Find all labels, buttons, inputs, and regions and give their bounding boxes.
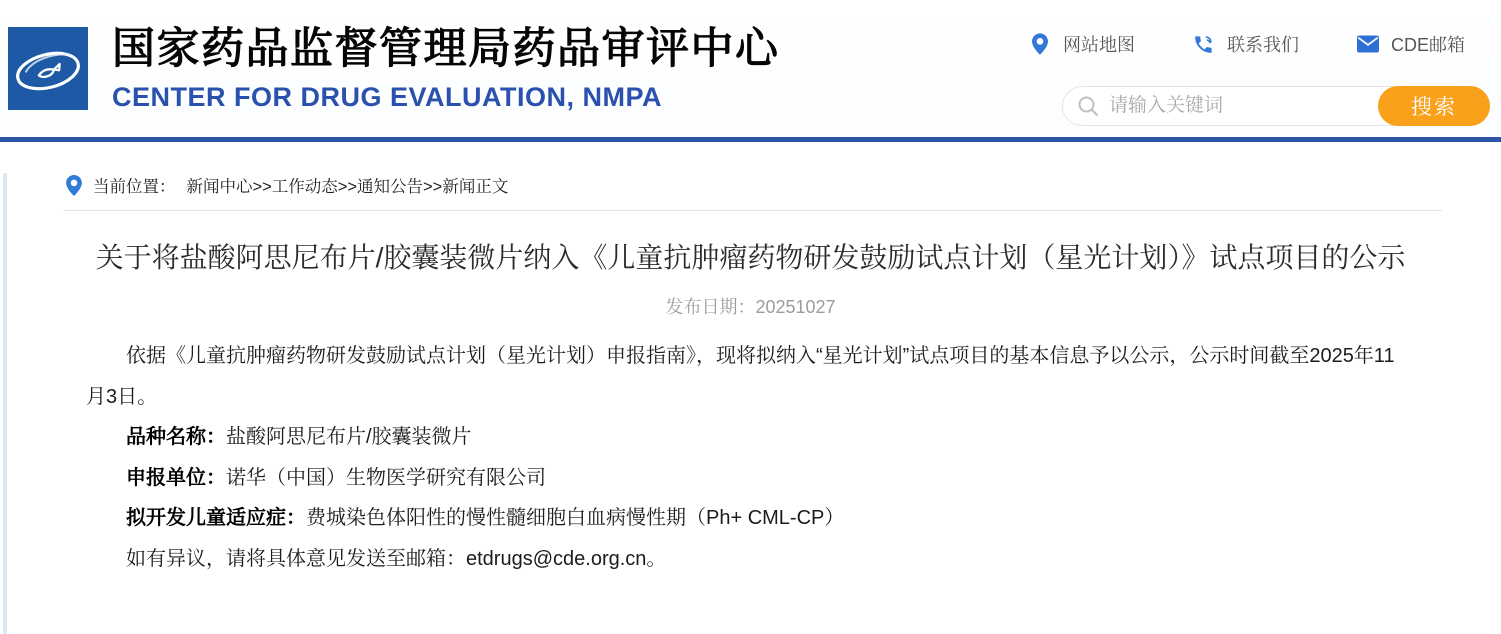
publish-date-value: 20251027 (755, 297, 836, 317)
search-bar (1062, 86, 1490, 126)
breadcrumb-path[interactable]: 新闻中心>>工作动态>>通知公告>>新闻正文 (186, 178, 509, 196)
sitemap-link[interactable] (1029, 31, 1135, 57)
cde-logo[interactable] (8, 27, 88, 110)
contact-email: etdrugs@cde.org.cn (466, 547, 647, 570)
left-accent-line (3, 173, 7, 634)
field-label: 申报单位： (126, 466, 226, 489)
publish-date (0, 293, 1501, 319)
header-divider-bar (0, 137, 1501, 142)
field-product-name (86, 417, 1405, 458)
breadcrumb-divider (63, 210, 1442, 211)
field-value: 费城染色体阳性的慢性髓细胞白血病慢性期（Ph+ CML-CP） (306, 507, 845, 529)
closing-period: 。 (646, 547, 667, 570)
location-pin-icon (1029, 33, 1051, 55)
phone-icon (1193, 33, 1215, 55)
location-pin-icon (66, 175, 82, 196)
closing-paragraph (86, 539, 1405, 580)
breadcrumb-label: 当前位置： (93, 178, 176, 196)
site-titles (112, 20, 780, 114)
breadcrumb (66, 173, 1501, 197)
site-title-zh: 国家药品监督管理局药品审评中心 (112, 25, 780, 73)
cde-fish-swoosh-logo-icon (8, 27, 88, 110)
site-title-en: CENTER FOR DRUG EVALUATION, NMPA (112, 82, 662, 112)
contact-link-label: 联系我们 (1226, 35, 1299, 55)
field-pediatric-indication (86, 498, 1405, 539)
field-label: 品种名称： (126, 426, 226, 448)
sitemap-link-label: 网站地图 (1062, 35, 1135, 55)
article-title: 关于将盐酸阿思尼布片/胶囊装微片纳入《儿童抗肿瘤药物研发鼓励试点计划（星光计划）》试点项目的公示 (95, 242, 1406, 273)
closing-text: 如有异议，请将具体意见发送至邮箱： (126, 547, 466, 570)
contact-link[interactable] (1193, 31, 1299, 57)
search-button[interactable]: 搜索 (1378, 86, 1490, 126)
field-value: 诺华（中国）生物医学研究有限公司 (226, 466, 546, 489)
content (0, 173, 1501, 579)
field-value: 盐酸阿思尼布片/胶囊装微片 (226, 426, 472, 448)
mailbox-link-label: CDE邮箱 (1390, 35, 1465, 55)
mailbox-link[interactable] (1357, 31, 1465, 57)
mail-icon (1357, 33, 1379, 55)
publish-date-label: 发布日期： (665, 297, 756, 317)
intro-paragraph: 依据《儿童抗肿瘤药物研发鼓励试点计划（星光计划）申报指南》，现将拟纳入“星光计划”试点项目的基本信息予以公示，公示时间截至2025年11月3日。 (86, 345, 1395, 408)
field-label: 拟开发儿童适应症： (126, 507, 306, 529)
field-applicant (86, 458, 1405, 499)
utility-nav (1029, 31, 1465, 57)
site-header (0, 0, 1501, 137)
article-body (86, 336, 1405, 579)
